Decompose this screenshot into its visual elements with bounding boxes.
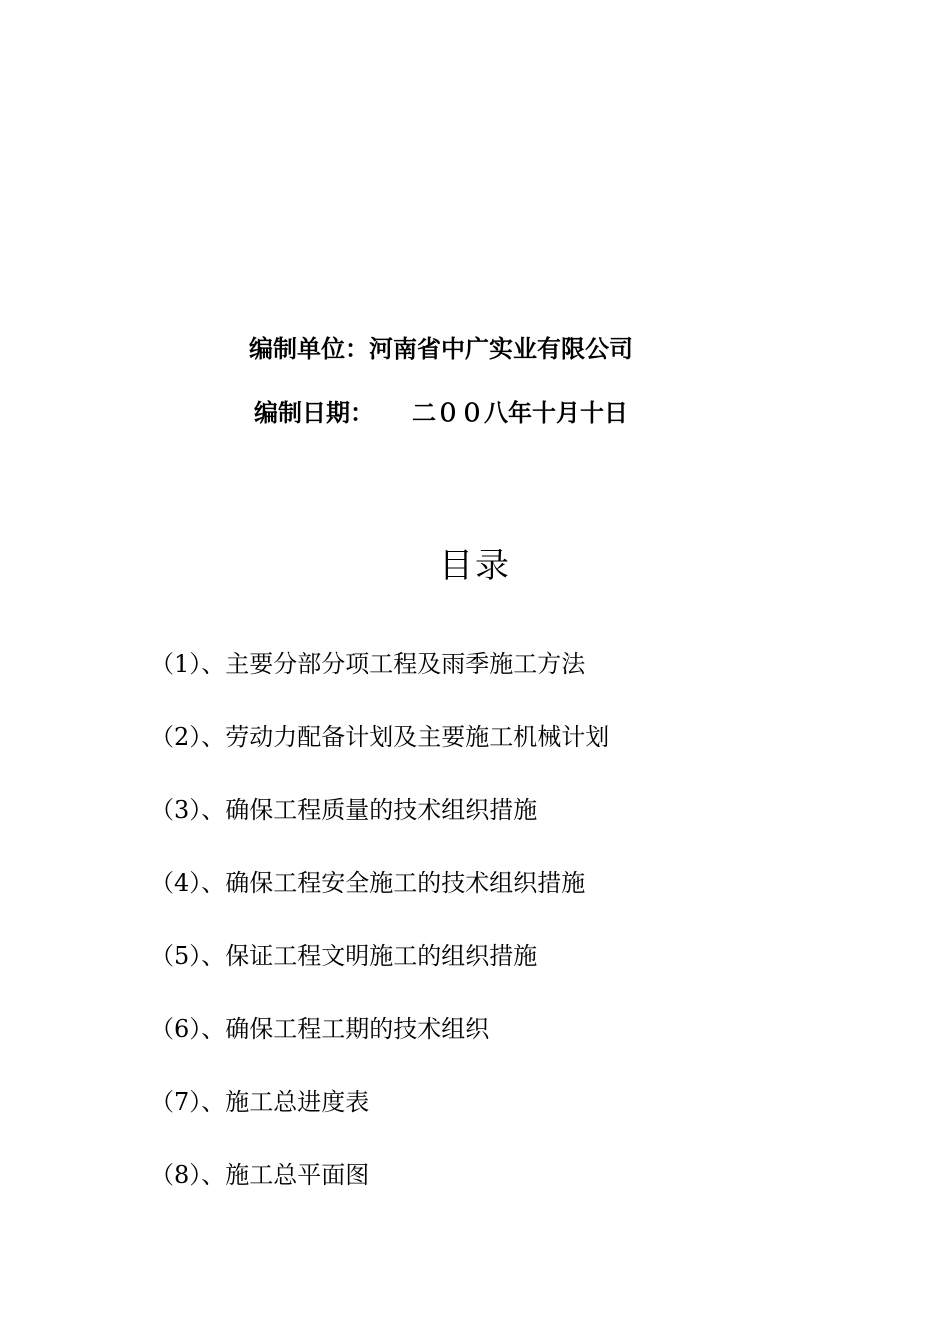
toc-item-2 <box>150 719 870 792</box>
toc-item-5 <box>150 938 870 1011</box>
compiling-unit-line <box>0 333 916 365</box>
toc-item-text: 施工总进度表 <box>225 1088 370 1116</box>
toc-item-number: （8） <box>150 1161 202 1189</box>
toc-item-6 <box>150 1011 870 1084</box>
compiling-date-label: 编制日期： <box>254 399 374 427</box>
toc-item-text: 确保工程质量的技术组织措施 <box>225 796 538 824</box>
toc-item-number: （1） <box>150 650 202 678</box>
toc-item-text: 施工总平面图 <box>225 1161 370 1189</box>
toc-item-separator: 、 <box>201 869 226 897</box>
toc-item-text: 确保工程安全施工的技术组织措施 <box>225 869 586 897</box>
toc-item-separator: 、 <box>201 1088 226 1116</box>
toc-item-number: （6） <box>150 1015 202 1043</box>
compiling-date-value: 二００八年十月十日 <box>412 399 628 427</box>
toc-item-separator: 、 <box>201 1161 226 1189</box>
toc-item-number: （4） <box>150 869 202 897</box>
toc-title: 目录 <box>439 546 511 586</box>
compiling-date-line <box>0 397 916 429</box>
toc-item-separator: 、 <box>201 1015 226 1043</box>
toc-list <box>150 646 870 1230</box>
toc-item-separator: 、 <box>201 796 226 824</box>
toc-item-text: 确保工程工期的技术组织 <box>225 1015 490 1043</box>
toc-item-separator: 、 <box>201 942 226 970</box>
compiling-unit-label: 编制单位： <box>249 335 369 363</box>
toc-item-text: 主要分部分项工程及雨季施工方法 <box>225 650 586 678</box>
toc-item-1 <box>150 646 870 719</box>
toc-item-number: （5） <box>150 942 202 970</box>
compiling-unit-value: 河南省中广实业有限公司 <box>369 335 633 363</box>
toc-item-number: （3） <box>150 796 202 824</box>
toc-item-separator: 、 <box>201 723 226 751</box>
toc-item-text: 劳动力配备计划及主要施工机械计划 <box>225 723 610 751</box>
toc-item-7 <box>150 1084 870 1157</box>
toc-item-8 <box>150 1157 870 1230</box>
toc-item-number: （2） <box>150 723 202 751</box>
toc-item-3 <box>150 792 870 865</box>
toc-item-text: 保证工程文明施工的组织措施 <box>225 942 538 970</box>
toc-item-number: （7） <box>150 1088 202 1116</box>
toc-item-4 <box>150 865 870 938</box>
toc-item-separator: 、 <box>201 650 226 678</box>
